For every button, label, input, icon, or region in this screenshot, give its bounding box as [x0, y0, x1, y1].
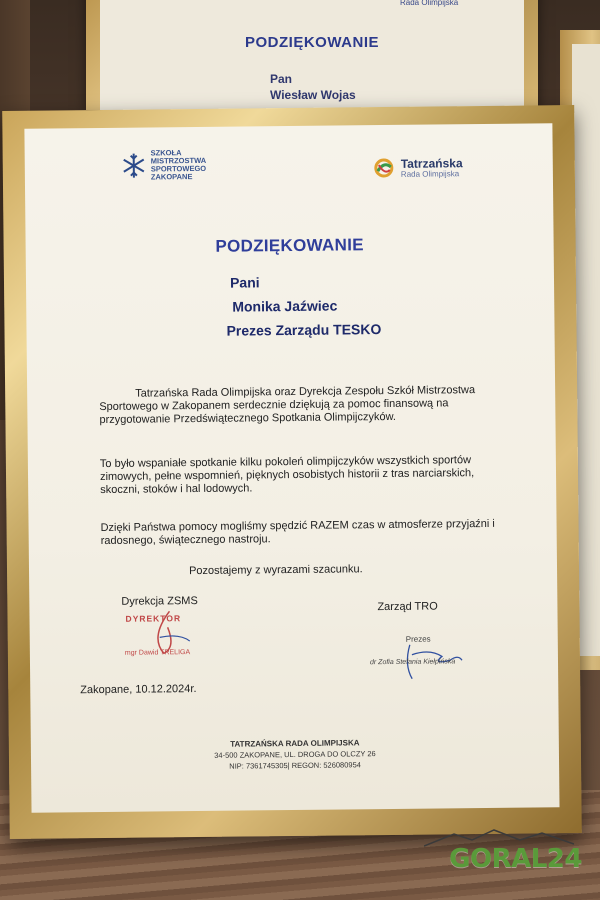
footer — [31, 735, 559, 774]
watermark-logo: GORAL24 — [449, 844, 582, 874]
footer-ids: NIP: 7361745305| REGON: 526080954 — [229, 760, 361, 771]
paragraph-3: Dzięki Państwa pomocy mogliśmy spędzić RAZEM czas w atmosferze przyjaźni i radosnego, świątecznego nastroju. — [100, 517, 495, 548]
signatory-left-label: Dyrekcja ZSMS — [121, 594, 198, 608]
back-certificate-title: PODZIĘKOWANIE — [244, 34, 379, 51]
tro-logo — [373, 156, 463, 179]
back-certificate-frame — [86, 0, 538, 110]
back-recipient-line-1: Pan — [270, 72, 293, 86]
recipient-name: Monika Jaźwiec — [232, 297, 338, 315]
back-recipient-line-2: Wiesław Wojas — [270, 88, 356, 102]
signatory-right-label: Zarząd TRO — [377, 600, 438, 614]
school-logo-text: SZKOŁA MISTRZOSTWA SPORTOWEGO ZAKOPANE — [150, 148, 207, 182]
tro-logo-sub: Rada Olimpijska — [400, 168, 460, 179]
snowflake-icon — [121, 151, 147, 181]
footer-address: 34-500 ZAKOPANE, UL. DROGA DO OLCZY 26 — [214, 749, 376, 760]
certificate-frame — [2, 105, 582, 839]
stamp-title: DYREKTOR — [125, 613, 182, 624]
school-logo — [121, 149, 207, 182]
paragraph-1: Tatrzańska Rada Olimpijska oraz Dyrekcja Zespołu Szkół Mistrzostwa Sportowego w Zakopanem serdecznie dziękują za pomoc finansową na przygotowanie Przedświątecznego Spotkania Olimpijczyków. — [99, 384, 476, 427]
certificate-title: PODZIĘKOWANIE — [215, 235, 364, 256]
paragraph-2: To było wspaniałe spotkanie kilku pokoleń olimpijczyków wszystkich sportów zimowych, pełne wspomnień, pięknych osobistych historii z tras narciarskich, skoczni, stoków i hal lodowych. — [99, 454, 475, 497]
recipient-salutation: Pani — [229, 274, 260, 291]
date-line: Zakopane, 10.12.2024r. — [80, 683, 197, 697]
signature-right-name: dr Zofia Stefania Kiełpińska — [369, 658, 456, 667]
back-certificate-paper — [100, 0, 524, 110]
footer-org: TATRZAŃSKA RADA OLIMPIJSKA — [230, 738, 360, 749]
tro-logo-name: Tatrzańska — [400, 155, 463, 171]
certificate-paper — [24, 123, 559, 812]
closing-line: Pozostajemy z wyrazami szacunku. — [188, 563, 363, 578]
back-logo-text: Rada Olimpijska — [400, 0, 459, 7]
signature-right-title: Prezes — [405, 634, 431, 644]
recipient-position: Prezes Zarządu TESKO — [226, 321, 382, 339]
olympic-swirl-icon — [373, 157, 395, 179]
stamp-name: mgr Dawid TRELIGA — [124, 649, 191, 657]
